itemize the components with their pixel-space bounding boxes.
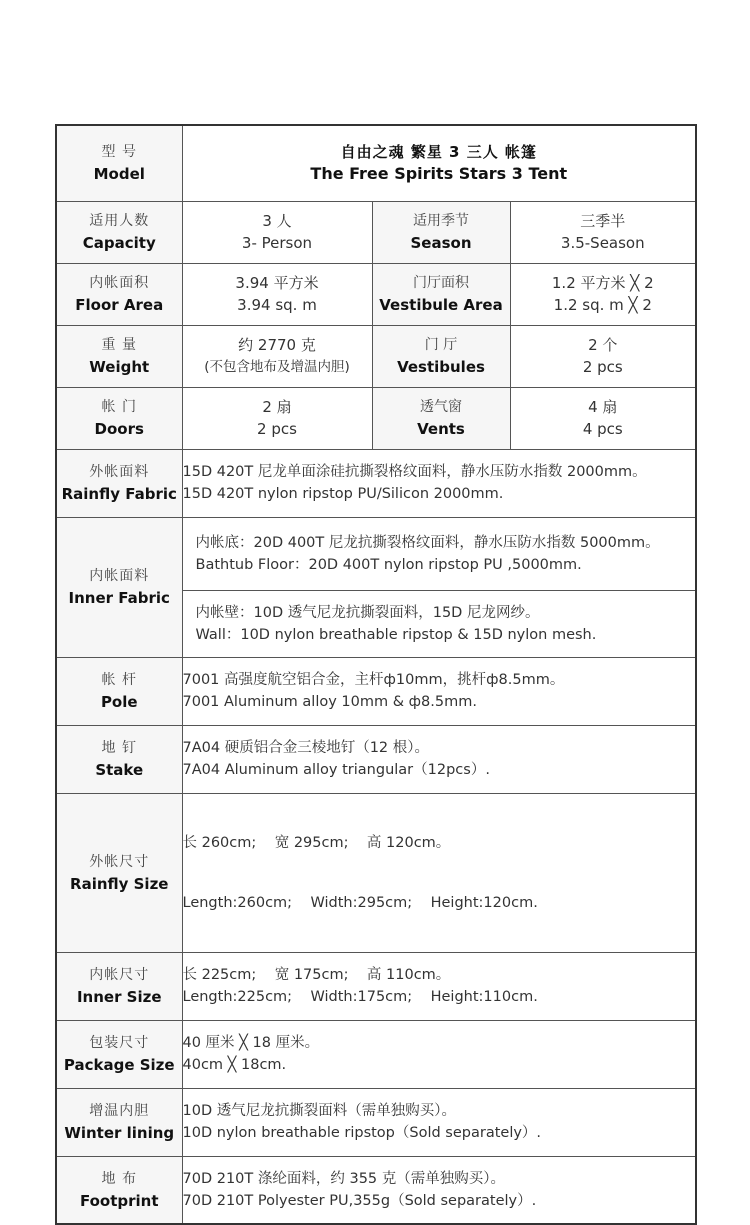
value-vestibule-area bbox=[510, 263, 696, 325]
label-zh: 地 布 bbox=[101, 1170, 137, 1187]
value-en: Length:225cm; Width:175cm; Height:110cm. bbox=[182, 989, 538, 1005]
row-footprint bbox=[56, 1156, 696, 1224]
row-package-size bbox=[56, 1020, 696, 1088]
label-zh: 门厅面积 bbox=[413, 275, 469, 291]
value-en: 3- Person bbox=[241, 234, 313, 252]
value-en: 40cm ╳ 18cm. bbox=[182, 1057, 287, 1073]
value-en: Bathtub Floor：20D 400T nylon ripstop PU ,5000mm. bbox=[195, 556, 582, 573]
product-title bbox=[182, 125, 696, 201]
value-zh: 10D 透气尼龙抗撕裂面料（需单独购买）。 bbox=[182, 1103, 456, 1119]
product-name-zh: 自由之魂 繁星 3 三人 帐篷 bbox=[340, 143, 537, 162]
value-zh: 三季半 bbox=[580, 212, 626, 230]
value-stake bbox=[182, 725, 696, 793]
label-zh: 适用人数 bbox=[89, 213, 150, 229]
value-en: Length:260cm; Width:295cm; Height:120cm. bbox=[182, 894, 538, 911]
row-inner-fabric bbox=[56, 517, 696, 657]
label-en: Vents bbox=[417, 420, 465, 438]
label-zh: 内帐面料 bbox=[89, 568, 150, 584]
value-zh: 3 人 bbox=[262, 212, 292, 230]
value-inner-size bbox=[182, 952, 696, 1020]
label-en: Footprint bbox=[79, 1191, 159, 1210]
label-winter-lining bbox=[56, 1088, 182, 1156]
value-zh: 1.2 平方米 ╳ 2 bbox=[551, 274, 654, 292]
row-capacity bbox=[56, 201, 696, 263]
value-zh: 2 个 bbox=[588, 336, 618, 354]
label-model bbox=[56, 125, 182, 201]
value-en: 70D 210T Polyester PU,355g（Sold separately）. bbox=[182, 1192, 537, 1209]
inner-fabric-floor bbox=[183, 518, 696, 591]
product-name-en: The Free Spirits Stars 3 Tent bbox=[310, 164, 568, 184]
label-en: Capacity bbox=[82, 234, 156, 252]
value-en: 1.2 sq. m ╳ 2 bbox=[553, 296, 652, 314]
label-vents bbox=[372, 387, 510, 449]
value-en: 3.94 sq. m bbox=[237, 296, 317, 314]
label-vestibules bbox=[372, 325, 510, 387]
label-rainfly-size bbox=[56, 793, 182, 952]
value-rainfly-size bbox=[182, 793, 696, 952]
value-en: 4 pcs bbox=[582, 420, 623, 438]
label-footprint bbox=[56, 1156, 182, 1224]
value-en: 2 pcs bbox=[582, 358, 623, 376]
label-en: Stake bbox=[95, 761, 144, 779]
label-zh: 内帐尺寸 bbox=[89, 967, 150, 983]
value-vestibules bbox=[510, 325, 696, 387]
value-zh: 内帐底：20D 400T 尼龙抗撕裂格纹面料，静水压防水指数 5000mm。 bbox=[195, 534, 660, 551]
row-doors bbox=[56, 387, 696, 449]
label-zh: 外帐尺寸 bbox=[89, 853, 150, 870]
row-stake bbox=[56, 725, 696, 793]
value-en: Wall：10D nylon breathable ripstop & 15D nylon mesh. bbox=[195, 626, 597, 643]
label-en: Season bbox=[410, 234, 472, 252]
label-season bbox=[372, 201, 510, 263]
label-inner-size bbox=[56, 952, 182, 1020]
label-weight bbox=[56, 325, 182, 387]
value-en: 7A04 Aluminum alloy triangular（12pcs）. bbox=[182, 762, 490, 778]
label-en: Doors bbox=[94, 420, 144, 438]
value-en: 3.5-Season bbox=[560, 234, 645, 252]
label-zh: 适用季节 bbox=[413, 213, 469, 229]
label-floor-area bbox=[56, 263, 182, 325]
label-zh: 型 号 bbox=[101, 144, 137, 161]
value-weight bbox=[182, 325, 372, 387]
row-rainfly-fabric bbox=[56, 449, 696, 517]
value-zh: 15D 420T 尼龙单面涂硅抗撕裂格纹面料，静水压防水指数 2000mm。 bbox=[182, 464, 647, 480]
value-inner-fabric bbox=[182, 517, 696, 657]
label-inner-fabric bbox=[56, 517, 182, 657]
value-en: 10D nylon breathable ripstop（Sold separately）. bbox=[182, 1125, 542, 1141]
label-zh: 增温内胆 bbox=[89, 1103, 150, 1119]
row-winter-lining bbox=[56, 1088, 696, 1156]
label-zh: 帐 杆 bbox=[101, 672, 137, 688]
label-pole bbox=[56, 657, 182, 725]
value-zh: 约 2770 克 bbox=[238, 336, 316, 354]
label-zh: 外帐面料 bbox=[89, 464, 150, 480]
value-note: (不包含地布及增温内胆) bbox=[204, 359, 350, 375]
row-inner-size bbox=[56, 952, 696, 1020]
value-zh: 4 扇 bbox=[588, 398, 618, 416]
value-zh: 内帐壁：10D 透气尼龙抗撕裂面料，15D 尼龙网纱。 bbox=[195, 604, 540, 621]
label-en: Rainfly Size bbox=[70, 874, 169, 893]
value-zh: 3.94 平方米 bbox=[235, 274, 319, 292]
value-zh: 40 厘米 ╳ 18 厘米。 bbox=[182, 1035, 320, 1051]
label-zh: 包装尺寸 bbox=[89, 1035, 150, 1051]
label-zh: 帐 门 bbox=[101, 399, 137, 415]
value-en: 2 pcs bbox=[257, 420, 297, 438]
value-capacity bbox=[182, 201, 372, 263]
value-zh: 7A04 硬质铝合金三棱地钉（12 根）。 bbox=[182, 740, 430, 756]
value-zh: 长 260cm; 宽 295cm; 高 120cm。 bbox=[182, 834, 451, 851]
label-en: Rainfly Fabric bbox=[61, 485, 177, 503]
value-en: 7001 Aluminum alloy 10mm & ф8.5mm. bbox=[182, 694, 477, 710]
value-pole bbox=[182, 657, 696, 725]
label-en: Inner Fabric bbox=[68, 589, 170, 607]
value-vents bbox=[510, 387, 696, 449]
label-capacity bbox=[56, 201, 182, 263]
row-weight bbox=[56, 325, 696, 387]
label-en: Floor Area bbox=[75, 296, 164, 314]
label-zh: 门 厅 bbox=[424, 337, 458, 353]
inner-fabric-wall bbox=[183, 591, 696, 657]
value-zh: 长 225cm; 宽 175cm; 高 110cm。 bbox=[182, 967, 451, 983]
value-rainfly-fabric bbox=[182, 449, 696, 517]
label-zh: 地 钉 bbox=[101, 740, 137, 756]
label-vestibule-area bbox=[372, 263, 510, 325]
label-package-size bbox=[56, 1020, 182, 1088]
label-en: Package Size bbox=[63, 1056, 175, 1074]
value-winter-lining bbox=[182, 1088, 696, 1156]
label-en: Vestibule Area bbox=[379, 296, 503, 314]
label-zh: 内帐面积 bbox=[89, 275, 150, 291]
row-rainfly-size bbox=[56, 793, 696, 952]
value-zh: 2 扇 bbox=[262, 398, 292, 416]
row-pole bbox=[56, 657, 696, 725]
row-floor-area bbox=[56, 263, 696, 325]
value-en: 15D 420T nylon ripstop PU/Silicon 2000mm. bbox=[182, 486, 504, 502]
label-en: Weight bbox=[89, 358, 150, 376]
value-zh: 7001 高强度航空铝合金，主杆ф10mm，挑杆ф8.5mm。 bbox=[182, 672, 565, 688]
value-floor-area bbox=[182, 263, 372, 325]
label-stake bbox=[56, 725, 182, 793]
label-en: Model bbox=[93, 165, 145, 184]
label-doors bbox=[56, 387, 182, 449]
value-doors bbox=[182, 387, 372, 449]
row-model bbox=[56, 125, 696, 201]
label-zh: 透气窗 bbox=[420, 399, 462, 415]
value-season bbox=[510, 201, 696, 263]
value-zh: 70D 210T 涤纶面料，约 355 克（需单独购买）。 bbox=[182, 1170, 506, 1187]
spec-table bbox=[55, 124, 697, 1225]
value-footprint bbox=[182, 1156, 696, 1224]
label-rainfly-fabric bbox=[56, 449, 182, 517]
label-en: Pole bbox=[100, 693, 138, 711]
label-zh: 重 量 bbox=[101, 337, 137, 353]
label-en: Vestibules bbox=[397, 358, 485, 376]
value-package-size bbox=[182, 1020, 696, 1088]
label-en: Inner Size bbox=[76, 988, 162, 1006]
label-en: Winter lining bbox=[64, 1124, 175, 1142]
